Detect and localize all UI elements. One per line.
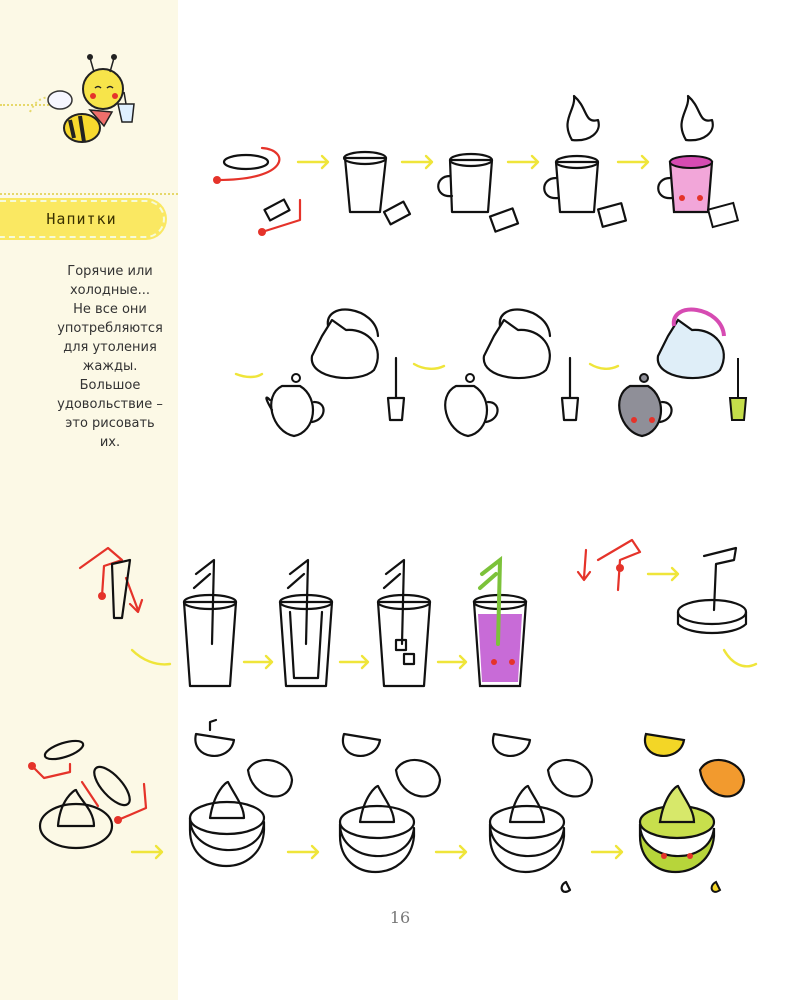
intro-line: Большое [79,378,141,393]
step-arrow [298,156,328,168]
cup-step-5 [670,162,712,212]
glass-step-1 [184,602,236,686]
cup-step-3 [450,160,492,212]
intro-line: их. [99,435,121,450]
teapot-sequence [236,310,746,436]
intro-line: для утоления [63,340,157,355]
teapot-step-3 [619,386,661,436]
cup-step-2 [345,158,386,212]
glass-stand-sequence [578,540,756,666]
cup-step-4 [556,162,598,212]
intro-line: холодные... [69,283,151,298]
lemon-icon [645,734,684,756]
teapot-step-kettle [312,320,378,378]
juicer-step-2 [195,734,234,756]
section-title: Напитки [0,200,165,238]
guide-arrow [80,548,122,596]
intro-line: это рисовать [65,416,155,431]
intro-line: жажды. [82,359,138,374]
juicer-sequence [28,720,744,892]
orange-icon [700,760,744,796]
teapot-step-2 [445,386,487,436]
juicer-step-4 [493,734,530,756]
cup-step-1 [224,155,268,169]
intro-line: Не все они [73,302,147,317]
intro-line: Горячие или [67,264,153,279]
teapot-step-1 [271,386,313,436]
cup-sequence [213,96,738,236]
intro-line: употребляются [57,321,163,336]
intro-line: удовольствие – [57,397,163,412]
glass-sequence [80,548,526,686]
guide-arrow [218,148,279,180]
page-number: 16 [389,908,411,927]
juicer-step-3 [343,734,380,756]
glass-stand-icon [678,600,746,624]
glass-step-3 [378,602,430,686]
bee-mascot-icon [30,54,134,142]
tea-bag-icon [388,358,404,420]
